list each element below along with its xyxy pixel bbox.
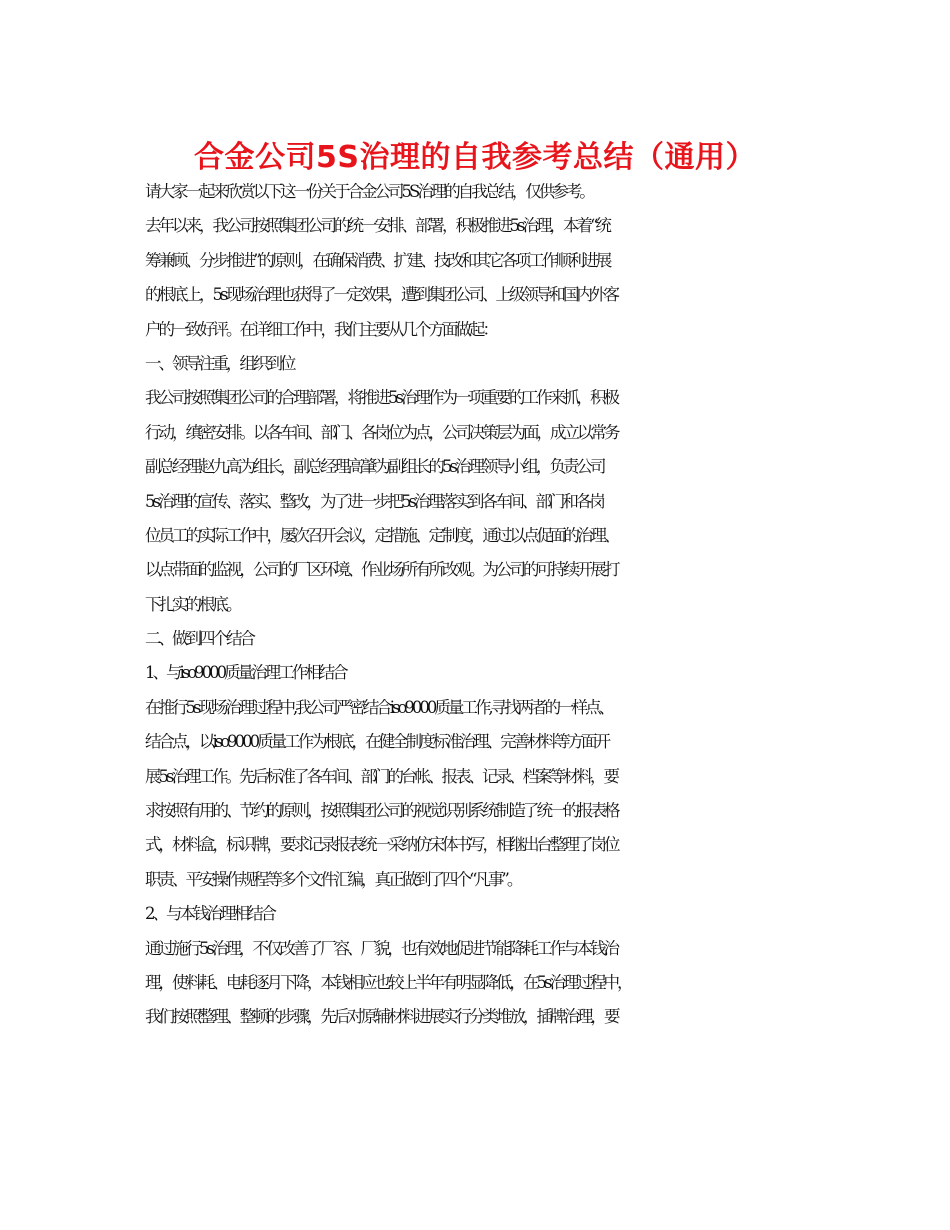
section-heading: 二、做到四个结合	[145, 629, 253, 649]
document-title: 合金公司5S治理的自我参考总结（通用）	[194, 140, 756, 175]
document-body	[145, 175, 845, 1035]
body-line: 行动，缜密安排。以各车间、部门、各岗位为点，公司决策层为面，成立以常务	[145, 422, 618, 442]
body-line: 理，使料耗、电耗逐月下降，本钱相应也较上半年有明显降低，在5s治理过程中，	[145, 972, 631, 992]
body-line: 以点带面的监视，公司的厂区环境、作业场所有所改观。为公司的可持续开展打	[145, 560, 618, 580]
body-line: 户的一致好评。在详细工作中，我们主要从几个方面做起：	[145, 319, 496, 339]
body-line: 我公司按照集团公司的合理部署，将推进5s治理作为一项重要的工作来抓，积极	[145, 388, 617, 408]
body-line: 筹兼顾、分步推进”的原则，在确保消费、扩建、技改和其它各项工作顺利进展	[145, 250, 610, 270]
body-line: 展5s治理工作。先后标准了各车间、部门的台帐、报表、记录、档案等材料，要	[145, 766, 617, 786]
body-line: 的根底上，5s现场治理也获得了一定效果，遭到集团公司、上级领导和国内外客	[145, 285, 617, 305]
body-line: 下扎实的根底。	[145, 594, 240, 614]
body-line: 式，材料盒，标识牌，要求记录报表统一采纳仿宋体书写，相继出台整理了岗位	[145, 835, 618, 855]
body-line: 副总经理赵九高为组长，副总经理高肇为副组长的5s治理领导小组，负责公司	[145, 457, 604, 477]
section-heading: 一、领导注重，组织到位	[145, 353, 294, 373]
body-line: 位员工的实际工作中，屡次召开会议，定措施、定制度，通过以点促面的治理、	[145, 525, 618, 545]
body-line: 结合点，以iso9000质量工作为根底，在健全制度标准治理、完善材料等方面开	[145, 732, 609, 752]
body-line: 在推行5s现场治理过程中,我公司严密结合iso9000质量工作,寻找两者的一样点、	[145, 697, 613, 717]
subsection-heading: 1、与iso9000质量治理工作相结合	[145, 663, 346, 683]
body-line: 我们按照整理、整顿的步骤，先后对原辅材料进展实行分类堆放，插牌治理，要	[145, 1007, 618, 1027]
body-line: 求按照有用的、节约的原则，按照集团公司的视觉识别系统制造了统一的报表格	[145, 801, 618, 821]
body-line: 去年以来，我公司按照集团公司的统一安排、部署，积极推进5s治理，本着“统	[145, 216, 609, 236]
body-line: 请大家一起来欣赏以下这一份关于合金公司5S治理的自我总结，仅供参考。	[145, 182, 593, 201]
body-line: 5s治理的宣传、落实、整改，为了进一步把5s治理落实到各车间、部门和各岗	[145, 491, 603, 511]
body-line: 通过施行5s治理，不仅改善了厂容、厂貌，也有效地促进节能降耗工作与本钱治	[145, 938, 617, 958]
body-line: 职责、平安操作规程等多个文件汇编，真正做到了四个“凡事”。	[145, 869, 521, 889]
subsection-heading: 2、与本钱治理相结合	[145, 904, 274, 924]
